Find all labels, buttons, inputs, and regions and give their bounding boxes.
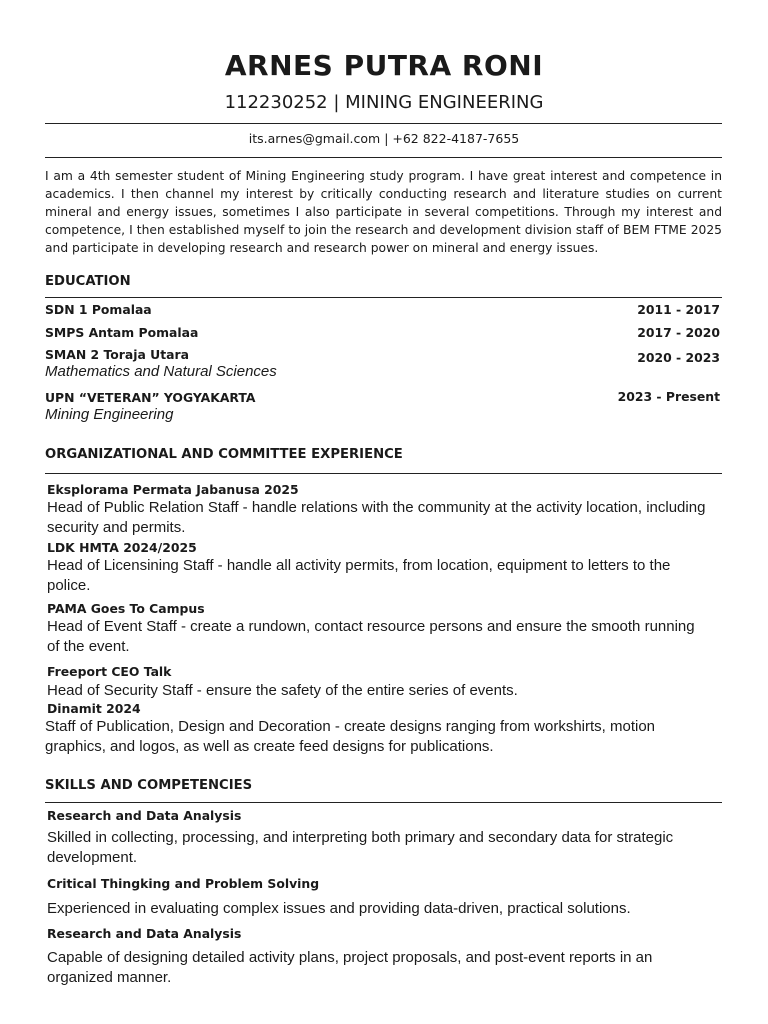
education-years: 2023 - Present <box>617 389 720 404</box>
header-divider-top <box>45 123 722 124</box>
education-years: 2017 - 2020 <box>637 325 720 340</box>
education-school: SDN 1 Pomalaa <box>45 302 152 317</box>
education-divider <box>45 297 722 298</box>
education-school: SMPS Antam Pomalaa <box>45 325 199 340</box>
skill-title: Research and Data Analysis <box>47 808 242 823</box>
experience-title: Freeport CEO Talk <box>47 664 172 679</box>
section-title-skills: SKILLS AND COMPETENCIES <box>45 778 253 793</box>
contact-info: its.arnes@gmail.com | +62 822-4187-7655 <box>248 131 520 146</box>
education-major: Mathematics and Natural Sciences <box>45 363 277 380</box>
profile-summary: I am a 4th semester student of Mining Engineering study program. I have great interest and competence in academics. I then channel my interest by critically conducting research and literature studies on current mineral and energy issues, sometimes I also participate in several competitions. Through my interest and competence, I then established myself to join the research and development division staff of BEM FTME 2025 and participate in developing research and research power on mineral and energy issues. <box>45 169 722 255</box>
education-years: 2011 - 2017 <box>637 302 720 317</box>
skill-description: Experienced in evaluating complex issues and providing data-driven, practical solutions. <box>47 900 631 917</box>
education-school: SMAN 2 Toraja Utara <box>45 347 189 362</box>
education-major: Mining Engineering <box>45 406 174 423</box>
experience-description: Head of Security Staff - ensure the safety of the entire series of events. <box>47 682 518 699</box>
experience-description: Staff of Publication, Design and Decoration - create designs ranging from workshirts, motion graphics, and logos, as well as create feed designs for publications. <box>45 718 656 755</box>
education-years: 2020 - 2023 <box>637 350 720 365</box>
skill-title: Research and Data Analysis <box>47 926 242 941</box>
section-title-education: EDUCATION <box>45 274 131 289</box>
skill-description: Capable of designing detailed activity plans, project proposals, and post-event reports in an organized manner. <box>47 949 653 986</box>
experience-description: Head of Public Relation Staff - handle relations with the community at the activity location, including security and permits. <box>47 499 706 536</box>
experience-title: Eksplorama Permata Jabanusa 2025 <box>47 482 299 497</box>
experience-title: LDK HMTA 2024/2025 <box>47 540 197 555</box>
candidate-name: ARNES PUTRA RONI <box>224 49 544 82</box>
experience-divider <box>45 473 722 474</box>
skills-divider <box>45 802 722 803</box>
experience-title: PAMA Goes To Campus <box>47 601 205 616</box>
education-school: UPN “VETERAN” YOGYAKARTA <box>45 390 256 405</box>
section-title-experience: ORGANIZATIONAL AND COMMITTEE EXPERIENCE <box>45 447 403 462</box>
header-divider-bottom <box>45 157 722 158</box>
experience-title: Dinamit 2024 <box>47 701 141 716</box>
student-id-and-major: 112230252 | MINING ENGINEERING <box>224 92 544 113</box>
skill-title: Critical Thingking and Problem Solving <box>47 876 320 891</box>
experience-description: Head of Licensining Staff - handle all activity permits, from location, equipment to letters to the police. <box>47 557 671 594</box>
skill-description: Skilled in collecting, processing, and interpreting both primary and secondary data for strategic development. <box>47 829 674 866</box>
experience-description: Head of Event Staff - create a rundown, contact resource persons and ensure the smooth running of the event. <box>47 618 695 655</box>
